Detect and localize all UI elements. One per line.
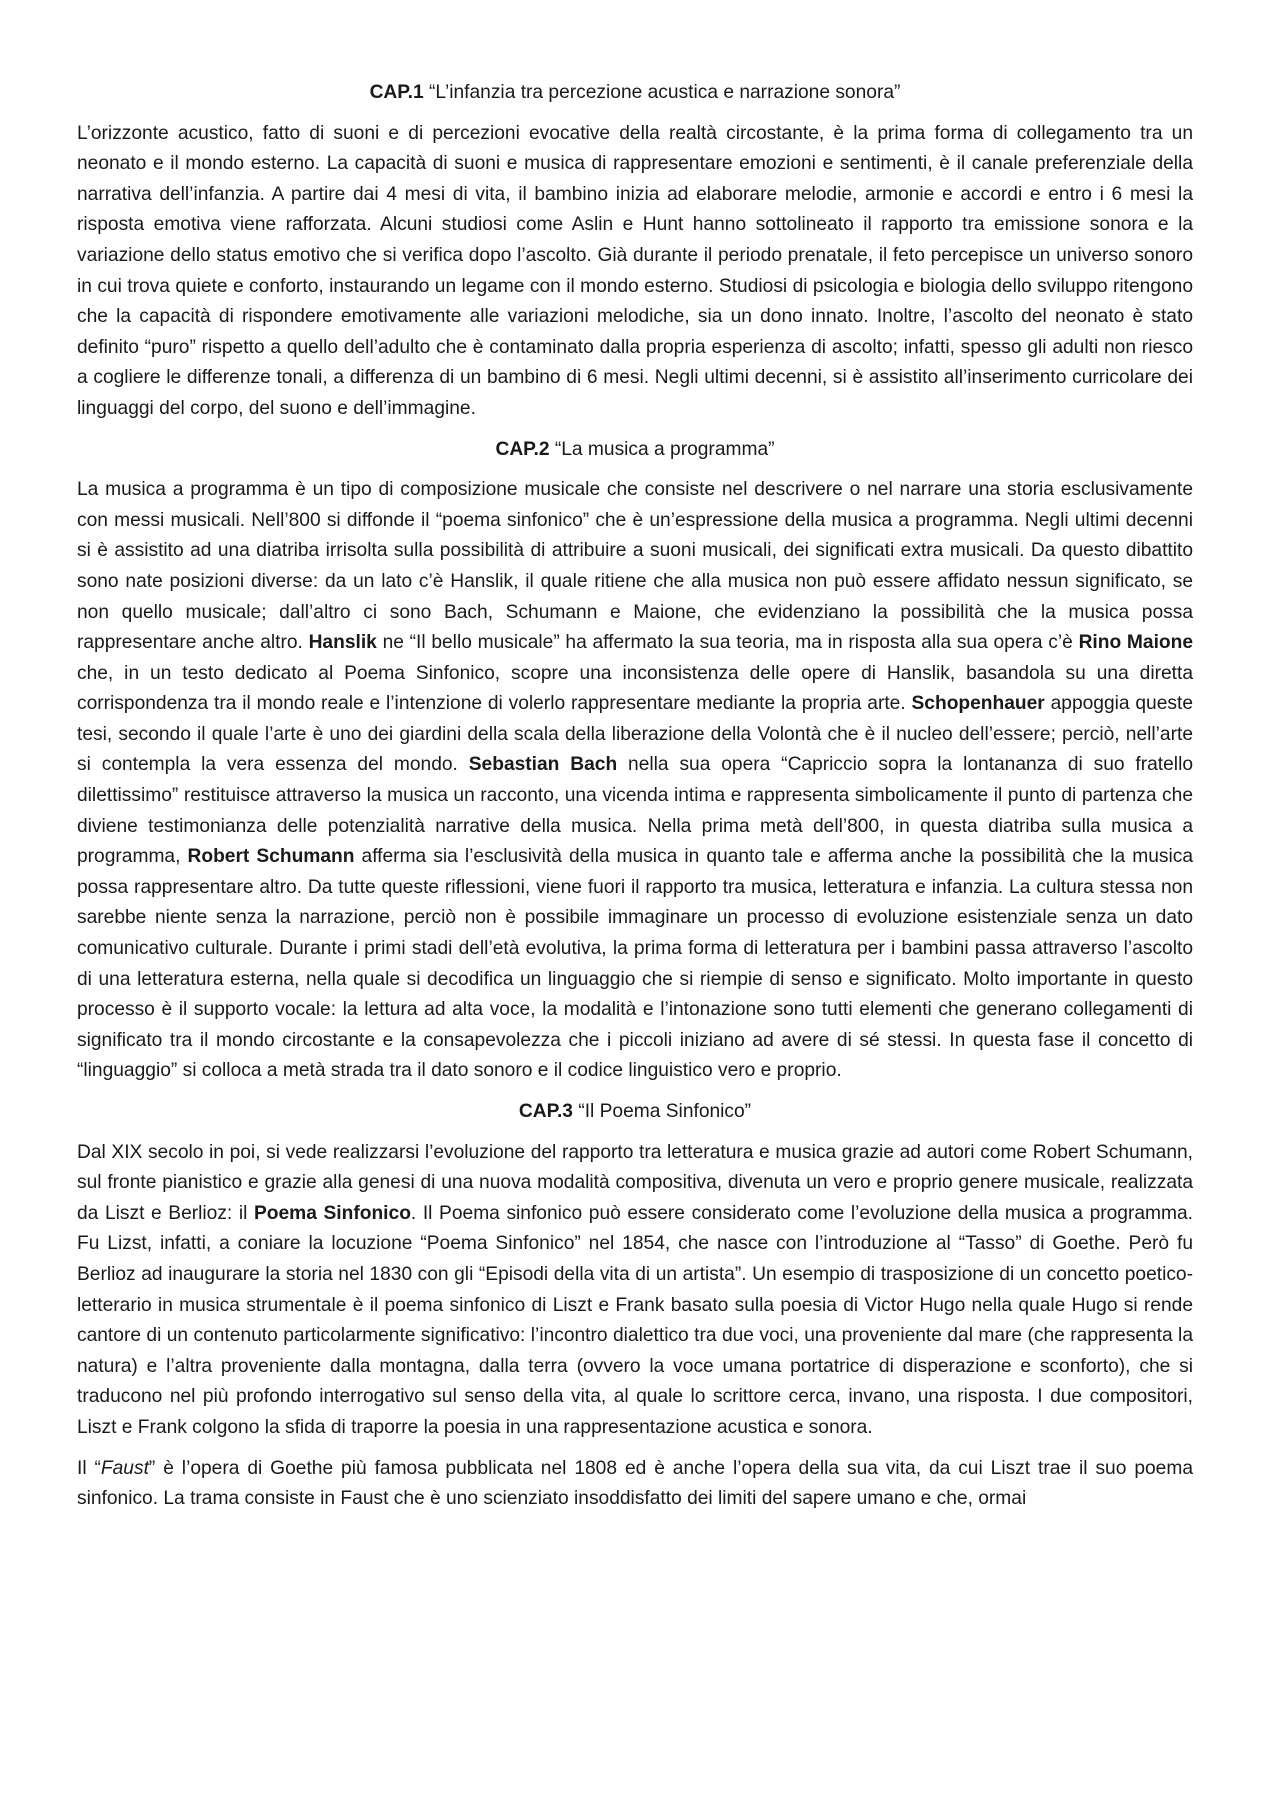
text-run: L’orizzonte acustico, fatto di suoni e di percezioni evocative della realtà circostante, è la prima forma di collegamento tra un neonato e il mondo esterno. La capacità di suoni e musica di rappresentare emozioni e sentimenti, è il canale preferenziale della narrativa dell’infanzia. A partire dai 4 mesi di vita, il bambino inizia ad elaborare melodie, armonie e accordi e entro i 6 mesi la risposta emotiva viene rafforzata. Alcuni studiosi come Aslin e Hunt hanno sottolineato il rapporto tra emissione sonora e la variazione dello status emotivo che si verifica dopo l’ascolto. Già durante il periodo prenatale, il feto percepisce un universo sonoro in cui trova quiete e conforto, instaurando un legame con il mondo esterno. Studiosi di psicologia e biologia dello sviluppo ritengono che la capacità di rispondere emotivamente alle variazioni melodiche, sia un dono innato. Inoltre, l’ascolto del neonato è stato definito “puro” rispetto a quello dell’adulto che è contaminato dalla propria esperienza di ascolto; infatti, spesso gli adulti non riesco a cogliere le differenze tonali, a differenza di un bambino di 6 mesi. Negli ultimi decenni, si è assistito all’inserimento curricolare dei linguaggi del corpo, del suono e dell’immagine. <box>77 122 1193 419</box>
chapter-label: CAP.2 <box>495 438 550 460</box>
text-run: Dal XIX secolo in poi, si vede realizzarsi l’evoluzione del rapporto tra letteratura e musica grazie ad autori come Robert Schumann, sul fronte pianistico e grazie alla genesi di una nuova modalità compositiva, divenuta un vero e proprio genere musicale, realizzata da Liszt e Berlioz: il <box>77 1141 1193 1224</box>
bold-name: Robert Schumann <box>187 846 355 868</box>
chapter-heading <box>77 435 1193 466</box>
paragraph <box>77 119 1193 425</box>
chapter-heading <box>77 1097 1193 1128</box>
bold-name: Rino Maione <box>1078 632 1194 654</box>
chapter-heading <box>77 78 1193 109</box>
chapter-title: “Il Poema Sinfonico” <box>578 1101 752 1122</box>
chapter-label: CAP.3 <box>518 1101 573 1122</box>
chapter-3 <box>77 1097 1193 1515</box>
paragraph <box>77 475 1193 1087</box>
text-run: Il “ <box>77 1457 101 1479</box>
text-run: ne “Il bello musicale” ha affermato la sua teoria, ma in risposta alla sua opera c’è <box>376 632 1079 654</box>
bold-name: Schopenhauer <box>911 693 1045 715</box>
bold-name: Hanslik <box>308 632 377 654</box>
chapter-title: “La musica a programma” <box>554 438 775 460</box>
text-run: che, in un testo dedicato al Poema Sinfonico, scopre una inconsistenza delle opere di Hanslik, basandola su una diretta corrispondenza tra il mondo reale e l’intenzione di volerlo rappresentare mediante la propria arte. <box>77 662 1193 715</box>
text-run: afferma sia l’esclusività della musica in quanto tale e afferma anche la possibilità che la musica possa rappresentare altro. Da tutte queste riflessioni, viene fuori il rapporto tra musica, letteratura e infanzia. La cultura stessa non sarebbe niente senza la narrazione, perciò non è possibile immaginare un processo di evoluzione esistenziale senza un dato comunicativo culturale. Durante i primi stadi dell’età evolutiva, la prima forma di letteratura per i bambini passa attraverso l’ascolto di una letteratura esterna, nella quale si decodifica un linguaggio che si riempie di senso e significato. Molto importante in questo processo è il supporto vocale: la lettura ad alta voce, la modalità e l’intonazione sono tutti elementi che generano collegamenti di significato tra il mondo circostante e la consapevolezza che i piccoli iniziano ad avere di sé stessi. In questa fase il concetto di “linguaggio” si colloca a metà strada tra il dato sonoro e il codice linguistico vero e proprio. <box>77 846 1193 1082</box>
chapter-title: “L’infanzia tra percezione acustica e narrazione sonora” <box>428 82 901 103</box>
paragraph <box>77 1138 1193 1444</box>
text-run: La musica a programma è un tipo di composizione musicale che consiste nel descrivere o nel narrare una storia esclusivamente con messi musicali. Nell’800 si diffonde il “poema sinfonico” che è un’espressione della musica a programma. Negli ultimi decenni si è assistito ad una diatriba irrisolta sulla possibilità di attribuire a suoni musicali, dei significati extra musicali. Da questo dibattito sono nate posizioni diverse: da un lato c’è Hanslik, il quale ritiene che alla musica non può essere affidato nessun significato, se non quello musicale; dall’altro ci sono Bach, Schumann e Maione, che evidenziano la possibilità che la musica possa rappresentare anche altro. <box>77 479 1193 654</box>
bold-term: Poema Sinfonico <box>253 1202 411 1224</box>
chapter-2 <box>77 435 1193 1087</box>
text-run: . Il Poema sinfonico può essere considerato come l’evoluzione della musica a programma. Fu Lizst, infatti, a coniare la locuzione “Poema Sinfonico” nel 1854, che nasce con l’introduzione al “Tasso” di Goethe. Però fu Berlioz ad inaugurare la storia nel 1830 con gli “Episodi della vita di un artista”. Un esempio di trasposizione di un concetto poetico-letterario in musica strumentale è il poema sinfonico di Liszt e Frank basato sulla poesia di Victor Hugo nella quale Hugo si rende cantore di un contenuto particolarmente significativo: l’incontro dialettico tra due voci, una proveniente dal mare (che rappresenta la natura) e l’altra proveniente dalla montagna, dalla terra (ovvero la voce umana portatrice di disperazione e sconforto), che si traducono nel più profondo interrogativo sul senso della vita, al quale lo scrittore cerca, invano, una risposta. I due compositori, Liszt e Frank colgono la sfida di traporre la poesia in una rappresentazione acustica e sonora. <box>77 1202 1193 1438</box>
text-run: ” è l’opera di Goethe più famosa pubblicata nel 1808 ed è anche l’opera della sua vita, da cui Liszt trae il suo poema sinfonico. La trama consiste in Faust che è uno scienziato insoddisfatto dei limiti del sapere umano e che, ormai <box>77 1457 1193 1510</box>
chapter-1 <box>77 78 1193 425</box>
text-run: appoggia queste tesi, secondo il quale l’arte è uno dei giardini della scala della liberazione della Volontà che è il nucleo dell’essere; perciò, nell’arte si contempla la vera essenza del mondo. <box>77 693 1193 776</box>
bold-name: Sebastian Bach <box>468 754 618 776</box>
paragraph <box>77 1454 1193 1515</box>
italic-title: Faust <box>100 1457 149 1479</box>
text-run: nella sua opera “Capriccio sopra la lontananza di suo fratello dilettissimo” restituisce attraverso la musica un racconto, una vicenda intima e rappresenta simbolicamente il punto di partenza che diviene testimonianza delle potenzialità narrative della musica. Nella prima metà dell’800, in questa diatriba sulla musica a programma, <box>77 754 1193 868</box>
chapter-label: CAP.1 <box>369 82 424 103</box>
